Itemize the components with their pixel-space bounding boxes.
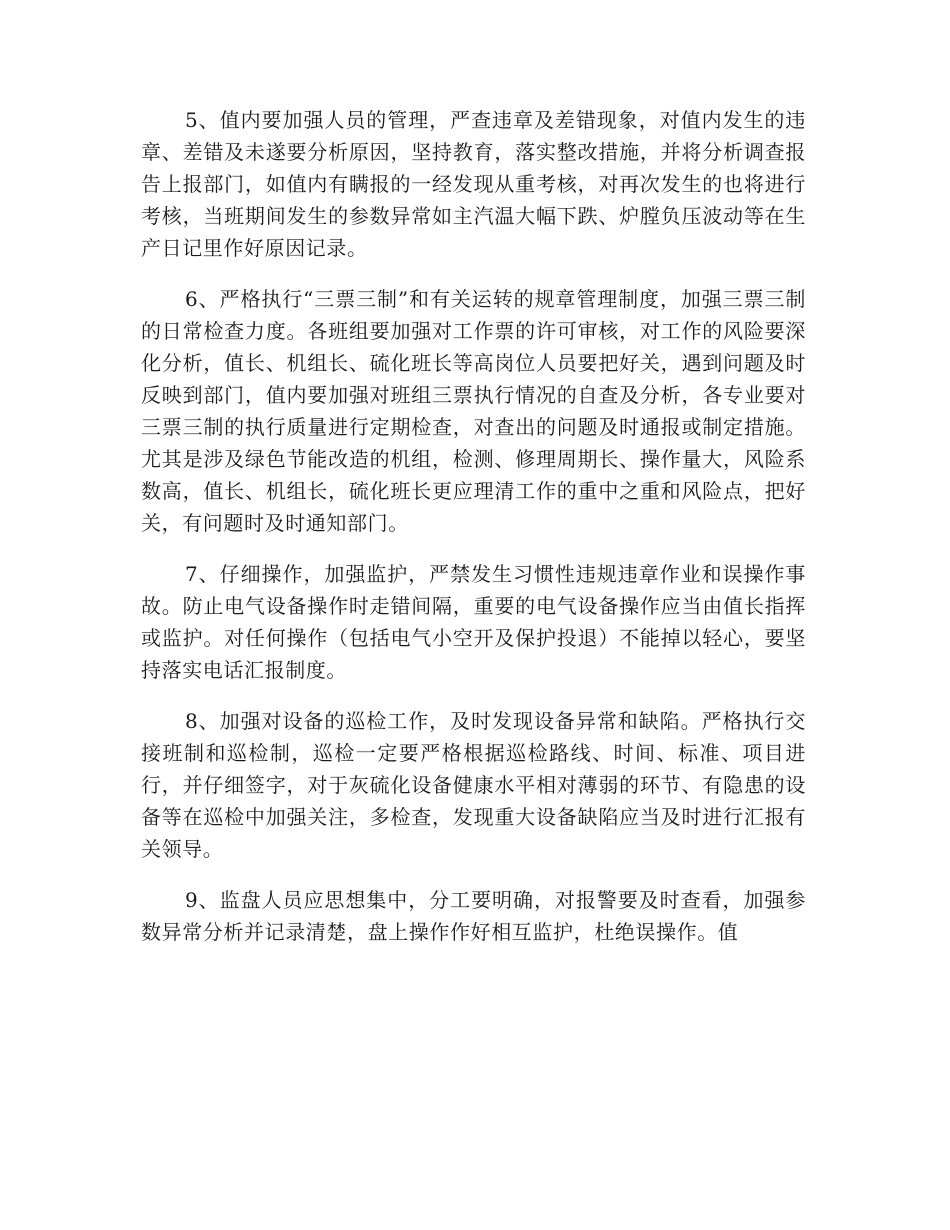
- paragraph-item-5: 5、值内要加强人员的管理，严查违章及差错现象，对值内发生的违章、差错及未遂要分析原因，坚持教育，落实整改措施，并将分析调查报告上报部门，如值内有瞒报的一经发现从重考核，对再次发生的也将进行考核，当班期间发生的参数异常如主汽温大幅下跌、炉膛负压波动等在生产日记里作好原因记录。: [141, 108, 806, 260]
- paragraph-item-6: 6、严格执行“三票三制”和有关运转的规章管理制度，加强三票三制的日常检查力度。各班组要加强对工作票的许可审核，对工作的风险要深化分析，值长、机组长、硫化班长等高岗位人员要把好关，遇到问题及时反映到部门，值内要加强对班组三票执行情况的自查及分析，各专业要对三票三制的执行质量进行定期检查，对查出的问题及时通报或制定措施。尤其是涉及绿色节能改造的机组，检测、修理周期长、操作量大，风险系数高，值长、机组长，硫化班长更应理清工作的重中之重和风险点，把好关，有问题时及时通知部门。: [141, 287, 806, 535]
- paragraph-item-7: 7、仔细操作，加强监护，严禁发生习惯性违规违章作业和误操作事故。防止电气设备操作时走错间隔，重要的电气设备操作应当由值长指挥或监护。对任何操作（包括电气小空开及保护投退）不能掉以轻心，要坚持落实电话汇报制度。: [141, 562, 806, 682]
- document-page: [141, 104, 806, 948]
- paragraph-item-9: 9、监盘人员应思想集中，分工要明确，对报警要及时查看，加强参数异常分析并记录清楚，盘上操作作好相互监护，杜绝误操作。值: [141, 888, 806, 944]
- paragraph-item-8: 8、加强对设备的巡检工作，及时发现设备异常和缺陷。严格执行交接班制和巡检制，巡检一定要严格根据巡检路线、时间、标准、项目进行，并仔细签字，对于灰硫化设备健康水平相对薄弱的环节、有隐患的设备等在巡检中加强关注，多检查，发现重大设备缺陷应当及时进行汇报有关领导。: [141, 709, 806, 861]
